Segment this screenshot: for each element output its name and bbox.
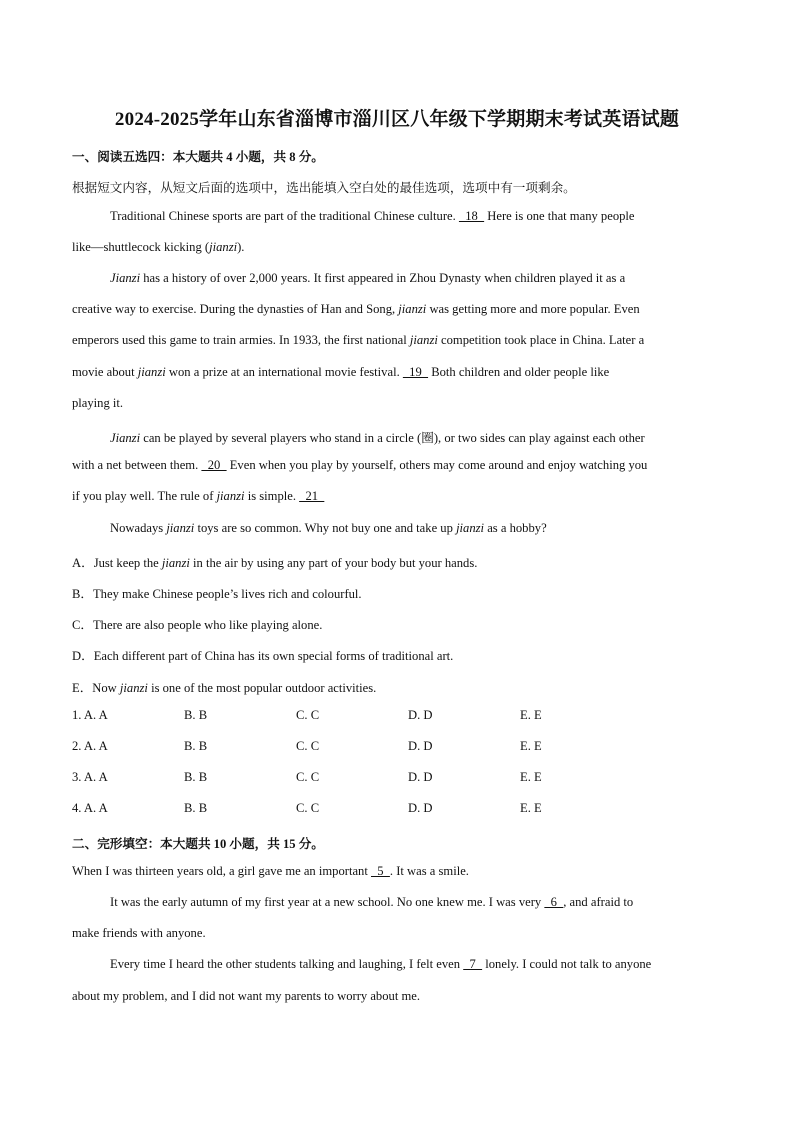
text: Here is one that many people [484, 209, 635, 223]
choice-d[interactable]: D. D [408, 770, 433, 784]
text: as a hobby? [484, 521, 547, 535]
passage-line [110, 271, 625, 286]
text: E．Now [72, 681, 120, 695]
choice-c[interactable]: C. C [296, 739, 320, 753]
passage-line: playing it. [72, 396, 124, 410]
section2-heading: 二、完形填空：本大题共 10 小题，共 15 分。 [72, 837, 324, 851]
jianzi-term: jianzi [137, 365, 166, 379]
choice-c[interactable]: C. C [296, 801, 320, 815]
text: is one of the most popular outdoor activities. [147, 681, 377, 695]
option-a [72, 552, 477, 571]
passage-line [110, 895, 633, 910]
jianzi-term: Jianzi [110, 271, 141, 285]
text: movie about [72, 365, 138, 379]
passage-line [72, 302, 640, 317]
text: is simple. [244, 489, 300, 503]
text: can be played by several players who stand in a circle (圈), or two sides can play against each other [140, 431, 645, 445]
jianzi-term: Jianzi [110, 431, 141, 445]
passage-line [72, 333, 644, 348]
text: in the air by using any part of your body but your hands. [189, 556, 478, 570]
text: was getting more and more popular. Even [426, 302, 640, 316]
jianzi-term: jianzi [166, 521, 195, 535]
text: When I was thirteen years old, a girl gave me an important [72, 864, 371, 878]
passage-line [110, 521, 547, 536]
jianzi-term: jianzi [409, 333, 438, 347]
jianzi-term: jianzi [209, 240, 238, 254]
text: Every time I heard the other students talking and laughing, I felt even [110, 957, 464, 971]
blank-18[interactable]: 18 [458, 209, 485, 223]
text: competition took place in China. Later a [437, 333, 645, 347]
passage-line [72, 365, 609, 380]
blank-20[interactable]: 20 [201, 458, 227, 472]
passage-line [72, 240, 244, 255]
passage-line [110, 957, 651, 972]
passage-line [110, 209, 635, 224]
choice-d[interactable]: D. D [408, 801, 433, 815]
text: , and afraid to [563, 895, 634, 909]
jianzi-term: jianzi [119, 681, 148, 695]
passage-line: make friends with anyone. [72, 926, 206, 940]
text: Even when you play by yourself, others may come around and enjoy watching you [226, 458, 648, 472]
jianzi-term: jianzi [456, 521, 485, 535]
section1-heading: 一、阅读五选四：本大题共 4 小题，共 8 分。 [72, 150, 324, 164]
choice-b[interactable]: B. B [184, 801, 208, 815]
passage-line [72, 489, 324, 504]
choice-b[interactable]: B. B [184, 739, 208, 753]
text: if you play well. The rule of [72, 489, 217, 503]
text: Nowadays [110, 521, 167, 535]
jianzi-term: jianzi [161, 556, 190, 570]
jianzi-term: jianzi [216, 489, 245, 503]
passage-line [72, 458, 647, 473]
blank-19[interactable]: 19 [402, 365, 429, 379]
passage-line [110, 427, 645, 446]
choice-e[interactable]: E. E [520, 770, 542, 784]
text: ). [237, 240, 245, 254]
text: Both children and older people like [428, 365, 610, 379]
blank-6[interactable]: 6 [544, 895, 564, 909]
option-e [72, 677, 376, 696]
choice-e[interactable]: E. E [520, 708, 542, 722]
text: toys are so common. Why not buy one and take up [194, 521, 457, 535]
passage-line: about my problem, and I did not want my parents to worry about me. [72, 989, 421, 1003]
text: . It was a smile. [389, 864, 469, 878]
question-number-choice-a[interactable]: 4. A. A [72, 801, 108, 815]
jianzi-term: jianzi [398, 302, 427, 316]
choice-c[interactable]: C. C [296, 770, 320, 784]
choice-b[interactable]: B. B [184, 770, 208, 784]
text: has a history of over 2,000 years. It first appeared in Zhou Dynasty when children played it as a [140, 271, 626, 285]
question-number-choice-a[interactable]: 3. A. A [72, 770, 108, 784]
choice-e[interactable]: E. E [520, 739, 542, 753]
section1-instruction: 根据短文内容，从短文后面的选项中，选出能填入空白处的最佳选项，选项中有一项剩余。 [72, 181, 576, 195]
blank-7[interactable]: 7 [463, 957, 483, 971]
text: Traditional Chinese sports are part of the traditional Chinese culture. [110, 209, 459, 223]
choice-b[interactable]: B. B [184, 708, 208, 722]
blank-5[interactable]: 5 [371, 864, 390, 878]
option-d: D．Each different part of China has its own special forms of traditional art. [72, 649, 454, 663]
choice-c[interactable]: C. C [296, 708, 320, 722]
question-number-choice-a[interactable]: 1. A. A [72, 708, 108, 722]
passage-line [72, 864, 469, 879]
text: like—shuttlecock kicking ( [72, 240, 210, 254]
blank-21[interactable]: 21 [299, 489, 325, 503]
text: creative way to exercise. During the dynasties of Han and Song, [72, 302, 399, 316]
text: A．Just keep the [72, 556, 162, 570]
text: lonely. I could not talk to anyone [482, 957, 652, 971]
option-b: B．They make Chinese people’s lives rich and colourful. [72, 587, 362, 601]
text: won a prize at an international movie festival. [165, 365, 403, 379]
text: emperors used this game to train armies. In 1933, the first national [72, 333, 410, 347]
choice-d[interactable]: D. D [408, 739, 433, 753]
option-c: C．There are also people who like playing alone. [72, 618, 323, 632]
question-number-choice-a[interactable]: 2. A. A [72, 739, 108, 753]
page-title: 2024-2025学年山东省淄博市淄川区八年级下学期期末考试英语试题 [114, 109, 680, 130]
choice-d[interactable]: D. D [408, 708, 433, 722]
text: with a net between them. [72, 458, 202, 472]
text: It was the early autumn of my first year at a new school. No one knew me. I was very [110, 895, 545, 909]
choice-e[interactable]: E. E [520, 801, 542, 815]
